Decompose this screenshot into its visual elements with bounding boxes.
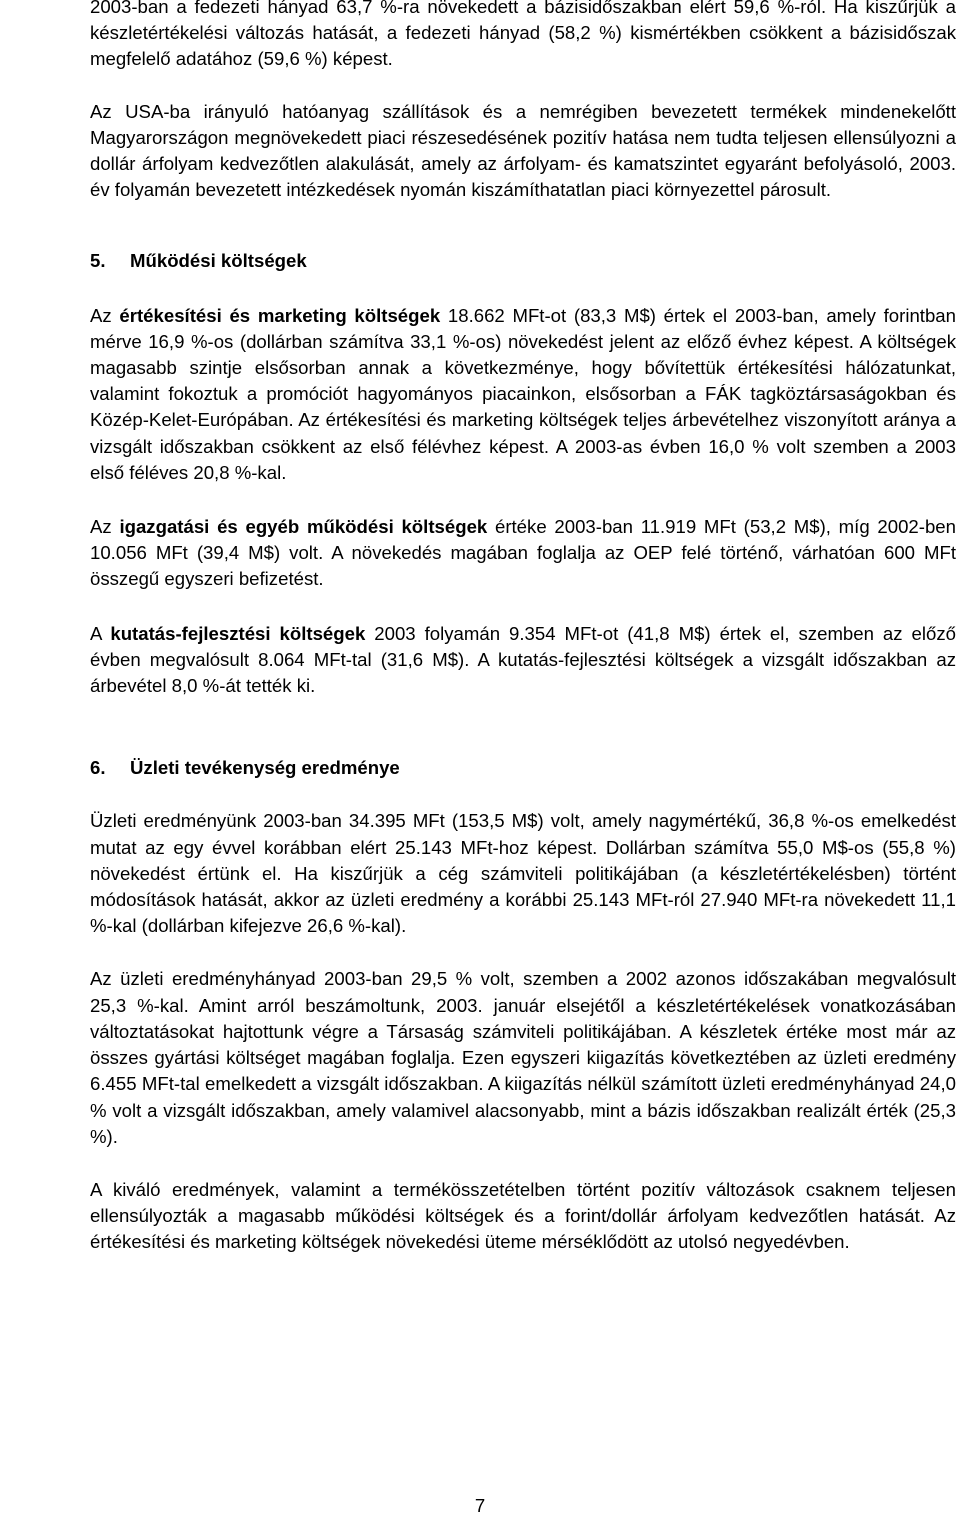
section-6-paragraph-3: A kiváló eredmények, valamint a termékösszetételben történt pozitív változások csaknem teljesen ellensúlyozták a magasabb működési költségek és a forint/dollár árfolyam kedvezőtlen hatását. Az értékesítési és marketing költségek növekedési üteme mérséklődött az utolsó negyedévben.	[90, 1178, 956, 1253]
bold-term: értékesítési és marketing költségek	[119, 304, 441, 326]
section-6-paragraph-2: Az üzleti eredményhányad 2003-ban 29,5 % volt, szemben a 2002 azonos időszakában megvalósult 25,3 %-kal. Amint arról beszámoltunk, 2003. január elsejétől a készletértékelések vonatkozásában változtatásokat hajtottunk végre a Társaság számviteli politikájában. A készletek értéke most már az összes gyártási költséget magában foglalja. Ezen egyszeri kiigazítás következtében az üzleti eredmény 6.455 MFt-tal emelkedett a vizsgált időszakban. A kiigazítás nélkül számított üzleti eredményhányad 24,0 % volt a vizsgált időszakban, amely valamivel alacsonyabb, mint a bázis időszakban realizált érték (25,3 %).	[90, 968, 956, 1147]
section-6-paragraph-1: Üzleti eredményünk 2003-ban 34.395 MFt (153,5 M$) volt, amely nagymértékű, 36,8 %-os emelkedést mutat az egy évvel korábban elért 25.143 MFt-hoz képest. Dollárban számítva 55,0 M$-os (55,8 %) növekedést értünk el. Ha kiszűrjük a cég számviteli politikájában (a készletértékelésben) történt módosítások hatását, akkor az üzleti eredmény a korábbi 25.143 MFt-ról 27.940 MFt-ra növekedett 11,1 %-kal (dollárban kifejezve 26,6 %-kal).	[90, 810, 956, 937]
text-run: Az	[90, 516, 120, 538]
bold-term: kutatás-fejlesztési költségek	[110, 622, 366, 644]
document-page	[90, 0, 956, 1256]
intro-paragraph-2: Az USA-ba irányuló hatóanyag szállítások és a nemrégiben bevezetett termékek mindenekelőtt Magyarországon megnövekedett piaci részesedésének pozitív hatása nem tudta teljesen ellensúlyozni a dollár árfolyam kedvezőtlen alakulását, amely az árfolyam- és kamatszintet egyaránt befolyásoló, 2003. év folyamán bevezetett intézkedések nyomán kiszámíthatatlan piaci környezettel párosult.	[90, 100, 956, 201]
section-6-number: 6.	[90, 757, 106, 779]
section-5-number: 5.	[90, 250, 106, 272]
text-run: 18.662 MFt-ot (83,3 M$) értek el 2003-ban, amely forintban mérve 16,9 %-os (dollárban számítva 33,1 %-os) növekedést jelent az előző évhez képest. A költségek magasabb szintje elsősorban annak a következménye, hogy bővítettük értékesítési hálózatunkat, valamint fokoztuk a promóciót hagyományos piacainkon, elsősorban a FÁK tagköztársaságokban és Közép-Kelet-Európában. Az értékesítési és marketing költségek teljes árbevételhez viszonyított aránya a vizsgált időszakban csökkent az első félévhez képest. A 2003-as évben 16,0 % volt szemben a 2003 első féléves 20,8 %-kal.	[90, 304, 956, 483]
section-5-paragraph-2	[90, 514, 956, 593]
page-number: 7	[474, 1495, 486, 1516]
section-5-paragraph-1	[90, 303, 956, 486]
section-5-heading	[90, 248, 956, 274]
text-run: A	[90, 622, 111, 644]
text-run: Az	[90, 304, 120, 326]
section-6-heading	[90, 755, 956, 781]
section-6-title: Üzleti tevékenység eredménye	[130, 757, 400, 779]
text-run: értéke 2003-ban 11.919 MFt (53,2 M$), míg 2002-ben 10.056 MFt (39,4 M$) volt. A növekedés magában foglalja az OEP felé történő, várhatóan 600 MFt összegű egyszeri befizetést.	[90, 516, 956, 590]
section-5-title: Működési költségek	[130, 250, 307, 272]
section-5-paragraph-3	[90, 621, 956, 700]
intro-paragraph-1: 2003-ban a fedezeti hányad 63,7 %-ra növekedett a bázisidőszakban elért 59,6 %-ról. Ha kiszűrjük a készletértékelési változás hatását, a fedezeti hányad (58,2 %) kismértékben csökkent a bázisidőszak megfelelő adatához (59,6 %) képest.	[90, 0, 956, 70]
text-run: 2003 folyamán 9.354 MFt-ot (41,8 M$) értek el, szemben az előző évben megvalósult 8.064 MFt-tal (31,6 M$). A kutatás-fejlesztési költségek a vizsgált időszakban az árbevétel 8,0 %-át tették ki.	[90, 622, 956, 697]
bold-term: igazgatási és egyéb működési költségek	[119, 516, 488, 538]
